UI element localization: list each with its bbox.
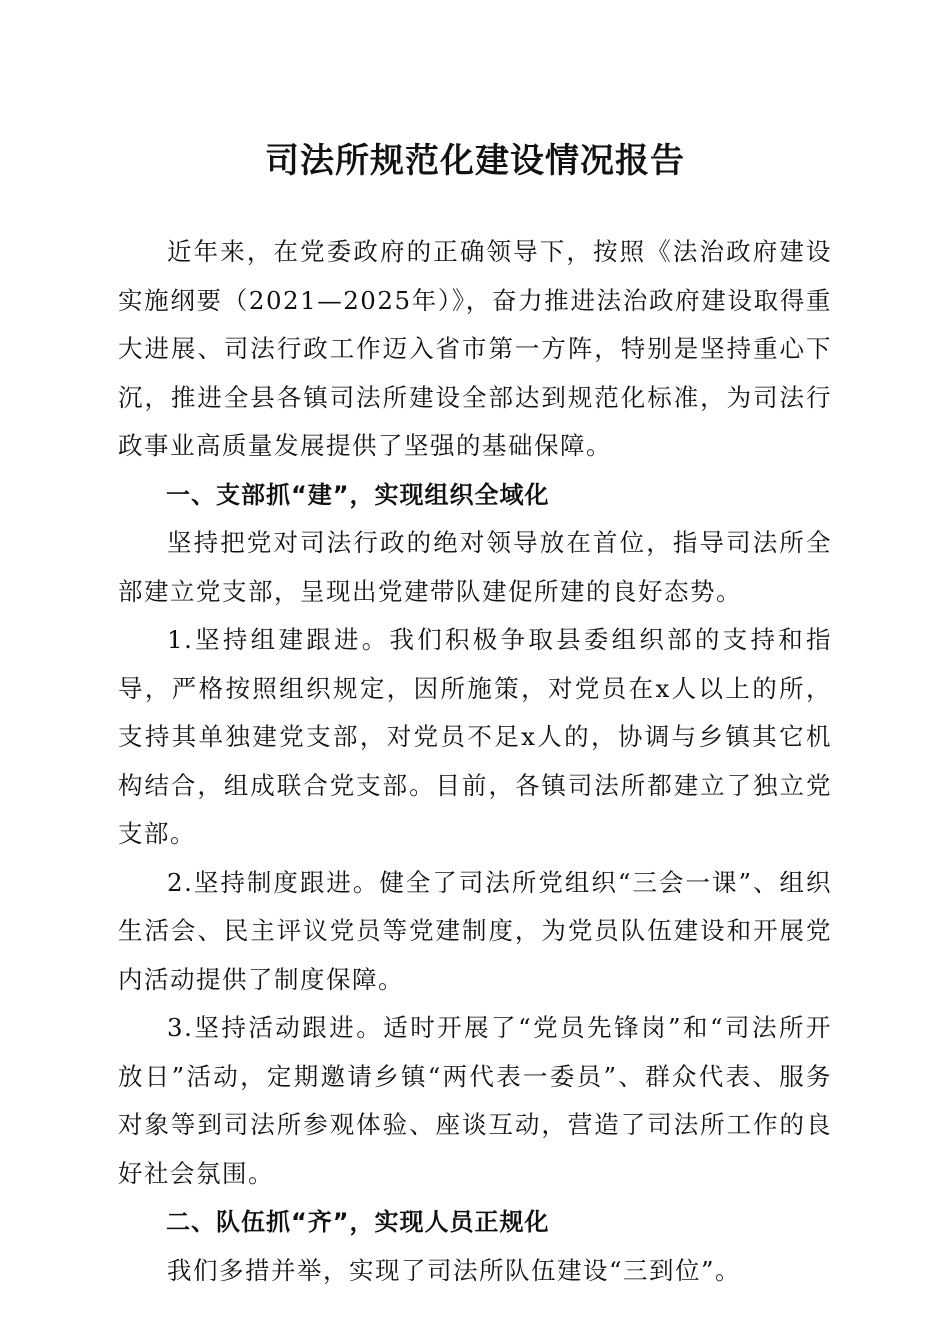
section-1-intro: 坚持把党对司法行政的绝对领导放在首位，指导司法所全部建立党支部，呈现出党建带队建促所建的良好态势。 [118,528,832,606]
section-1-item-2: 2.坚持制度跟进。健全了司法所党组织“三会一课”、组织生活会、民主评议党员等党建制度，为党员队伍建设和开展党内活动提供了制度保障。 [118,867,832,994]
document-body [118,228,832,1295]
section-1-item-3: 3.坚持活动跟进。适时开展了“党员先锋岗”和“司法所开放日”活动，定期邀请乡镇“两代表一委员”、群众代表、服务对象等到司法所参观体验、座谈互动，营造了司法所工作的良好社会氛围。 [118,1013,832,1188]
section-2-heading: 二、队伍抓“齐”，实现人员正规化 [166,1208,550,1236]
section-2-intro: 我们多措并举，实现了司法所队伍建设“三到位”。 [167,1255,742,1285]
section-1-heading: 一、支部抓“建”，实现组织全域化 [166,480,550,509]
document-title: 司法所规范化建设情况报告 [265,141,685,181]
section-1-item-1: 1.坚持组建跟进。我们积极争取县委组织部的支持和指导，严格按照组织规定，因所施策，对党员在x人以上的所，支持其单独建党支部，对党员不足x人的，协调与乡镇其它机构结合，组成联合党支部。目前，各镇司法所都建立了独立党支部。 [118,625,832,848]
intro-paragraph: 近年来，在党委政府的正确领导下，按照《法治政府建设实施纲要（2021—2025年）》，奋力推进法治政府建设取得重大进展、司法行政工作迈入省市第一方阵，特别是坚持重心下沉，推进全县各镇司法所建设全部达到规范化标准，为司法行政事业高质量发展提供了坚强的基础保障。 [118,237,832,460]
